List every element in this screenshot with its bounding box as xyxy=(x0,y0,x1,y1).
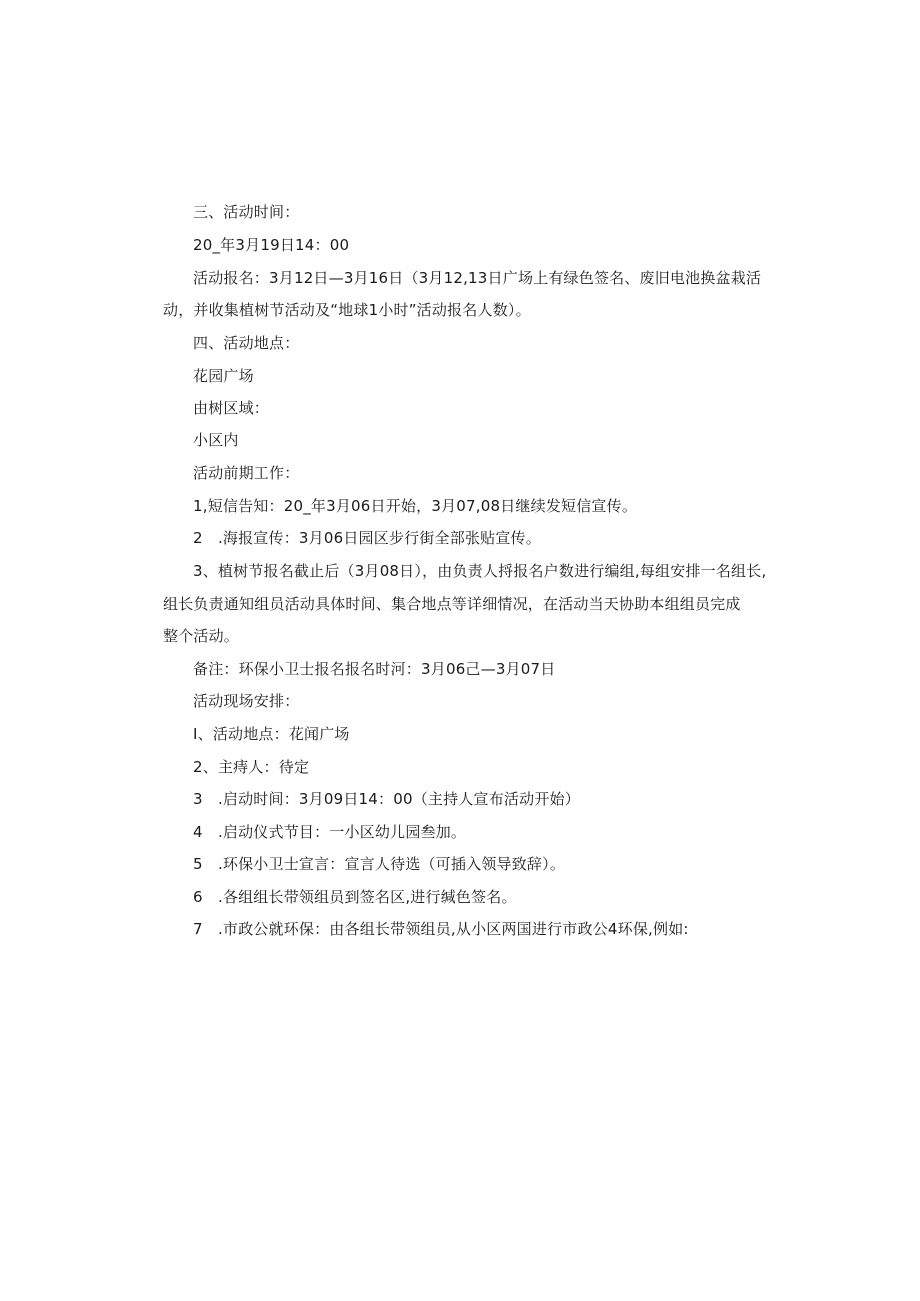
onsite-item-6: 6 .各组组长带领组员到签名区,进行缄色签名。 xyxy=(193,888,517,906)
section-heading-activity-location: 四、活动地点： xyxy=(193,334,300,352)
registration-paragraph-line-1: 活动报名：3月12日—3月16日（3月12,13日广场上有绿色签名、废旧电池换盆栽活 xyxy=(193,269,762,287)
section-heading-onsite-arrangement: 活动现场安排： xyxy=(193,692,300,710)
activity-location-value: 花园广场 xyxy=(193,367,254,385)
registration-paragraph-line-2: 动，并收集植树节活动及“地球1小时”活动报名人数）。 xyxy=(163,301,531,319)
onsite-item-7: 7 .市政公就环保：由各组长带领组员,从小区两国进行市政公4环保,例如: xyxy=(193,920,689,938)
preparation-item-3-line-1: 3、植树节报名截止后（3月08日），由负责人捋报名户数进行编组,每组安排一名组长, xyxy=(193,562,767,580)
onsite-item-5: 5 .环保小卫士宣言：宣言人待选（可插入领导致辞）。 xyxy=(193,855,566,873)
onsite-item-2: 2、主痔人：待定 xyxy=(193,758,310,776)
section-heading-preparation: 活动前期工作： xyxy=(193,464,300,482)
note-line: 备注：环保小卫士报名报名时河：3月06己—3月07日 xyxy=(193,660,556,678)
preparation-item-3-line-2: 组长负责通知组员活动具体时间、集合地点等详细情况，在活动当天协助本组组员完成 xyxy=(163,595,741,613)
activity-time-value: 20_年3月19日14：00 xyxy=(193,236,350,254)
preparation-item-2: 2 .海报宣传：3月06日园区步行街全部张贴宣传。 xyxy=(193,529,541,547)
onsite-item-1: I、活动地点：花闻广场 xyxy=(193,725,350,743)
planting-area-value: 小区内 xyxy=(193,431,239,449)
planting-area-label: 由树区域： xyxy=(193,399,270,417)
preparation-item-3-line-3: 整个活动。 xyxy=(163,627,240,645)
preparation-item-1: 1,短信告知：20_年3月06日开始，3月07,08日继续发短信宣传。 xyxy=(193,497,638,515)
onsite-item-3: 3 .启动时间：3月09日14：00（主持人宣布活动开始） xyxy=(193,790,580,808)
onsite-item-4: 4 .启动仪式节目：一小区幼儿园叁加。 xyxy=(193,823,467,841)
section-heading-activity-time: 三、活动时间： xyxy=(193,203,300,221)
